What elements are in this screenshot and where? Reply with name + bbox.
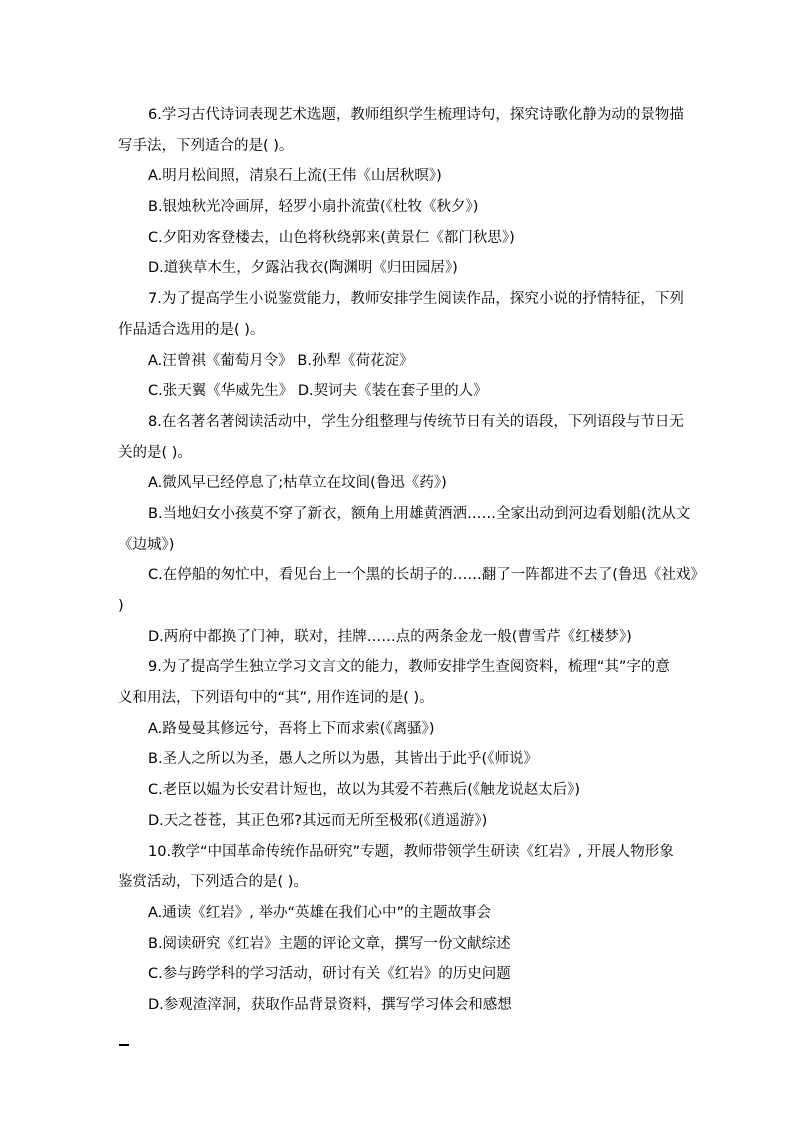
question-9 (118, 652, 696, 836)
question-9-option-b: B.圣人之所以为圣，愚人之所以为愚，其皆出于此乎(《师说》 (148, 751, 538, 768)
question-8-option-b-line-1: B.当地妇女小孩莫不穿了新衣，额角上用雄黄酒洒……全家出动到河边看划船(沈从文 (148, 505, 691, 522)
question-6-option-d: D.道狭草木生，夕露沾我衣(陶渊明《归田园居》) (148, 260, 458, 277)
question-9-stem-line-2: 义和用法，下列语句中的“其”, 用作连词的是( )。 (118, 690, 434, 707)
question-7-options-ab: A.汪曾祺《葡萄月令》 B.孙犁《荷花淀》 (148, 352, 414, 369)
question-10-option-b: B.阅读研究《红岩》主题的评论文章，撰写一份文献综述 (148, 935, 511, 952)
question-8-option-b-line-2: 《边城》) (118, 536, 175, 553)
question-6-option-b: B.银烛秋光冷画屏，轻罗小扇扑流萤(《杜牧《秋夕》) (148, 199, 479, 216)
question-7-stem-line-1: 7.为了提高学生小说鉴赏能力，教师安排学生阅读作品，探究小说的抒情特征，下列 (148, 291, 684, 308)
question-8-option-c-line-1: C.在停船的匆忙中，看见台上一个黑的长胡子的……翻了一阵都进不去了(鲁迅《社戏》 (148, 567, 705, 584)
document-page (118, 100, 705, 1021)
question-7-stem-line-2: 作品适合选用的是( )。 (118, 321, 265, 338)
question-6-stem-line-2: 写手法，下列适合的是( )。 (118, 137, 294, 154)
question-10-stem-line-2: 鉴赏活动，下列适合的是( )。 (118, 874, 308, 891)
question-8 (118, 407, 705, 653)
question-6-stem-line-1: 6.学习古代诗词表现艺术选题，教师组织学生梳理诗句，探究诗歌化静为动的景物描 (148, 107, 684, 123)
question-8-stem-line-1: 8.在名著名著阅读活动中，学生分组整理与传统节日有关的语段，下列语段与节日无 (148, 413, 684, 430)
question-6 (118, 100, 696, 284)
question-9-option-a: A.路曼曼其修远兮，吾将上下而求索(《离骚》) (148, 720, 435, 737)
question-8-option-d: D.两府中都换了门神，联对，挂牌……点的两条金龙一般(曹雪芹《红楼梦》) (148, 628, 632, 645)
question-9-option-c: C.老臣以媪为长安君计短也，故以为其爱不若燕后(《触龙说赵太后》) (148, 782, 581, 799)
question-10 (118, 837, 696, 1021)
question-6-option-a: A.明月松间照，清泉石上流(王伟《山居秋暝》) (148, 168, 442, 185)
question-10-option-a: A.通读《红岩》, 举办“英雄在我们心中”的主题故事会 (148, 904, 492, 921)
question-10-option-c: C.参与跨学科的学习活动，研讨有关《红岩》的历史问题 (148, 966, 511, 983)
question-8-stem-line-2: 关的是( )。 (118, 444, 192, 461)
question-10-option-d: D.参观渣滓洞，获取作品背景资料，撰写学习体会和感想 (148, 996, 512, 1013)
question-7 (118, 284, 696, 407)
question-7-options-cd: C.张天翼《华威先生》 D.契诃夫《装在套子里的人》 (148, 383, 488, 400)
question-6-option-c: C.夕阳劝客登楼去，山色将秋绕郭来(黄景仁《都门秋思》) (148, 229, 515, 246)
question-9-option-d: D.天之苍苍，其正色邪?其远而无所至极邪(《逍遥游》) (148, 812, 488, 829)
question-9-stem-line-1: 9.为了提高学生独立学习文言文的能力，教师安排学生查阅资料，梳理“其”字的意 (148, 659, 670, 676)
question-8-option-c-line-2: ) (118, 598, 124, 614)
question-10-stem-line-1: 10.教学“中国革命传统作品研究”专题，教师带领学生研读《红岩》, 开展人物形象 (148, 843, 674, 860)
footer-dash-mark (119, 1044, 129, 1046)
question-8-option-a: A.微风早已经停息了;枯草立在坟间(鲁迅《药》) (148, 475, 447, 492)
